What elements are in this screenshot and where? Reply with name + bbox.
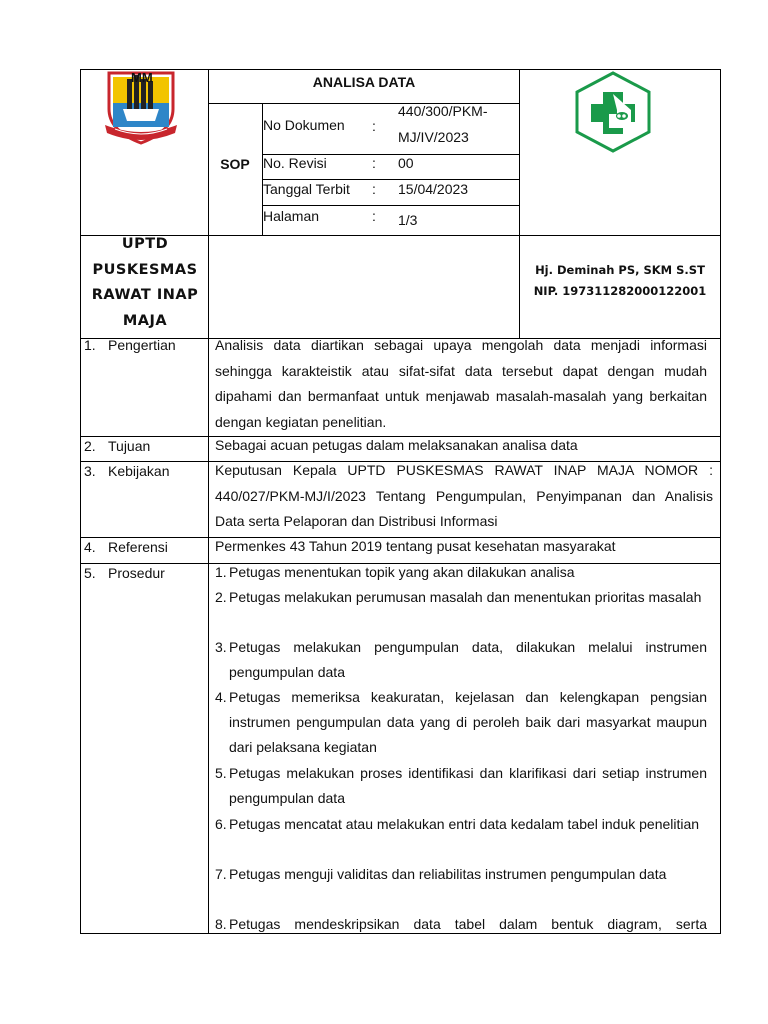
section-number-3: 3.	[84, 463, 96, 479]
unit-name-line-1: UPTD	[121, 236, 169, 252]
field-colon-no-revisi: :	[372, 155, 376, 171]
procedure-item-text: Petugas menentukan topik yang akan dilakukan analisa	[229, 564, 575, 580]
section-label-tujuan: Tujuan	[108, 438, 151, 454]
procedure-item	[215, 560, 707, 585]
section-label-referensi: Referensi	[108, 539, 168, 555]
unit-name-line-2: PUSKESMAS	[92, 261, 198, 278]
section-label-pengertian: Pengertian	[108, 337, 176, 353]
procedure-item	[215, 585, 707, 610]
procedure-item-text: Petugas melakukan proses identifikasi dan klarifikasi dari setiap instrumen pengumpulan data	[229, 765, 707, 807]
section-number-1: 1.	[84, 337, 96, 353]
section-label-prosedur: Prosedur	[108, 565, 165, 581]
emblem-text: MM	[131, 70, 153, 85]
procedure-item-number: 7.	[215, 866, 227, 882]
procedure-item-text: Petugas mencatat atau melakukan entri data kedalam tabel induk penelitian	[229, 816, 700, 832]
signatory-nip: NIP. 197311282000122001	[533, 284, 707, 298]
field-colon-tanggal-terbit: :	[372, 181, 376, 197]
procedure-item-number: 6.	[215, 816, 227, 832]
field-colon-no-dokumen: :	[372, 118, 376, 134]
field-value-no-revisi: 00	[398, 155, 414, 171]
section-label-kebijakan: Kebijakan	[108, 463, 170, 479]
section-number-4: 4.	[84, 539, 96, 555]
unit-name-line-4: MAJA	[122, 312, 168, 329]
procedure-item	[215, 635, 707, 685]
column-divider-1	[208, 69, 209, 934]
field-value-no-dokumen-1: 440/300/PKM-	[398, 103, 488, 119]
section-number-5: 5.	[84, 565, 96, 581]
procedure-item-number: 2.	[215, 589, 227, 605]
procedure-item-text: Petugas menguji validitas dan reliabilitas instrumen pengumpulan data	[229, 866, 667, 882]
document-title: ANALISA DATA	[312, 74, 416, 90]
table-border-left	[80, 69, 81, 934]
procedure-item	[215, 912, 707, 933]
section-text-tujuan: Sebagai acuan petugas dalam melaksanakan analisa data	[215, 437, 578, 453]
section-text-pengertian: Analisis data diartikan sebagai upaya mengolah data menjadi informasi sehingga karakteistik atau sifat-sifat data tersebut dapat dengan mudah dipahami dan bermanfaat untuk menjawab masalah-masalah yang berkaitan dengan kegiatan penelitian.	[215, 337, 707, 430]
table-border-right	[720, 69, 721, 338]
procedure-item	[215, 812, 707, 837]
procedure-item-text: Petugas memeriksa keakuratan, kejelasan dan kelengkapan pengsian instrumen pengumpulan data yang di peroleh baik dari masyarkat maupun dari pelaksana kegiatan	[229, 689, 707, 756]
procedure-item	[215, 685, 707, 761]
procedure-item-text: Petugas melakukan perumusan masalah dan menentukan prioritas masalah	[229, 589, 702, 605]
section-text-kebijakan: Keputusan Kepala UPTD PUSKESMAS RAWAT INAP MAJA NOMOR : 440/027/PKM-MJ/I/2023 Tentang Pengumpulan, Penyimpanan dan Analisis Data serta Pelaporan dan Distribusi Informasi	[215, 462, 713, 529]
table-border-right-lower	[720, 338, 721, 934]
field-label-tanggal-terbit: Tanggal Terbit	[263, 181, 350, 197]
field-label-no-dokumen: No Dokumen	[263, 117, 345, 133]
procedure-item-number: 1.	[215, 564, 227, 580]
procedure-item-number: 8.	[215, 916, 227, 932]
field-colon-halaman: :	[372, 208, 376, 224]
sop-label: SOP	[220, 156, 250, 172]
field-value-halaman: 1/3	[398, 212, 418, 228]
signatory-name: Hj. Deminah PS, SKM S.ST	[535, 263, 705, 277]
signatory-block	[520, 260, 720, 302]
puskesmas-logo-icon	[573, 70, 653, 154]
section-number-2: 2.	[84, 438, 96, 454]
field-value-tanggal-terbit: 15/04/2023	[398, 181, 469, 197]
procedure-item	[215, 862, 707, 887]
field-value-no-dokumen-2: MJ/IV/2023	[398, 129, 469, 145]
procedure-item-text: Petugas mendeskripsikan data tabel dalam bentuk diagram, serta	[229, 916, 707, 932]
table-border-bottom	[80, 933, 721, 934]
unit-name-line-3: RAWAT INAP	[91, 287, 199, 304]
unit-name	[82, 232, 208, 334]
procedure-item-number: 4.	[215, 689, 227, 705]
section-text-referensi: Permenkes 43 Tahun 2019 tentang pusat kesehatan masyarakat	[215, 538, 616, 554]
field-label-halaman: Halaman	[263, 208, 320, 224]
procedure-item-number: 5.	[215, 765, 227, 781]
procedure-item-number: 3.	[215, 639, 227, 655]
procedure-item	[215, 761, 707, 811]
procedure-item-text: Petugas melakukan pengumpulan data, dilakukan melalui instrumen pengumpulan data	[229, 639, 707, 681]
field-label-no-revisi: No. Revisi	[263, 155, 327, 171]
